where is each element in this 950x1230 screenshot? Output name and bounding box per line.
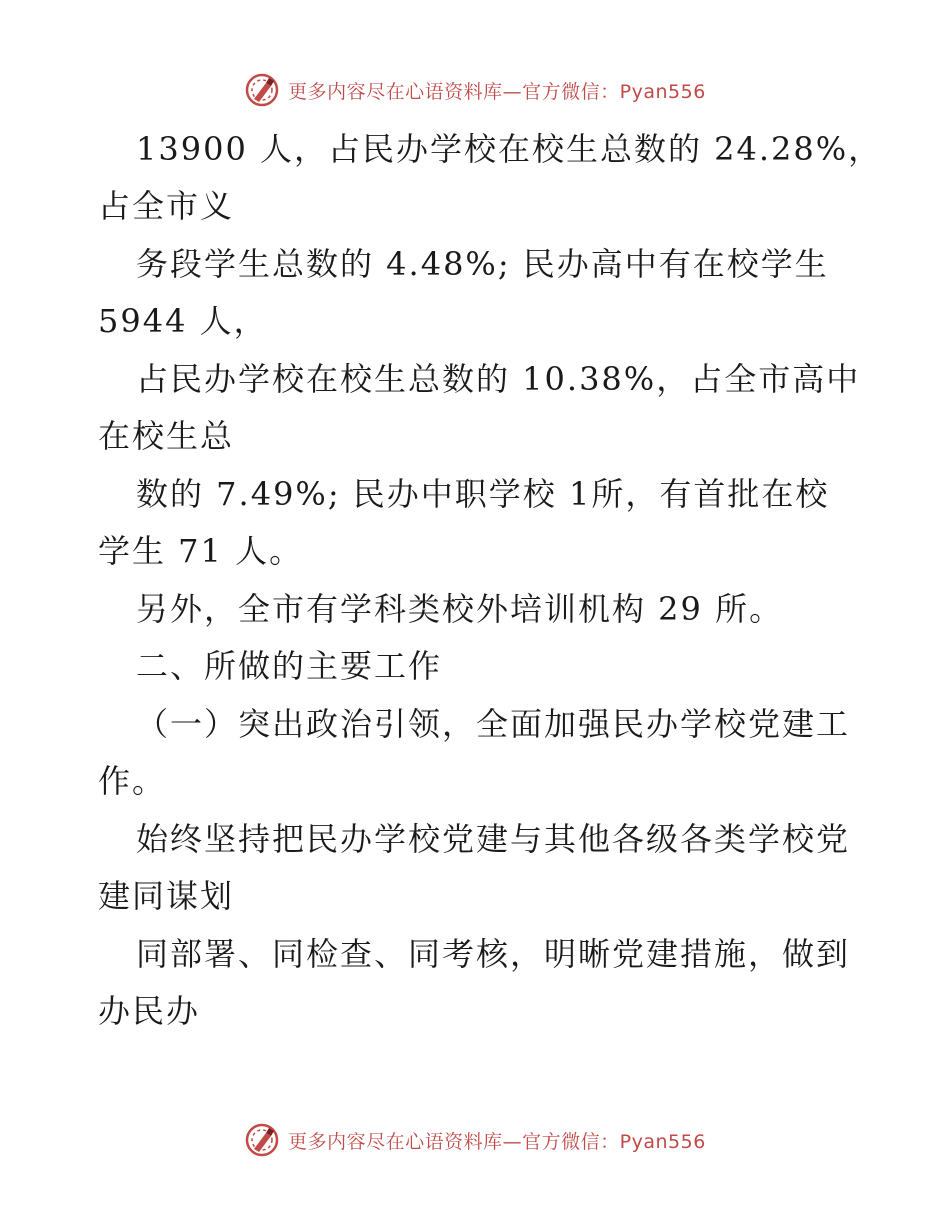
text-line: 在校生总 (98, 417, 235, 455)
watermark-text: 更多内容尽在心语资料库—官方微信：Pyan556 (288, 1130, 706, 1153)
text-line: 同部署、同检查、同考核，明晰党建措施，做到 (136, 935, 851, 973)
watermark-account: Pyan556 (619, 80, 706, 103)
text-line: 作。 (98, 762, 167, 800)
text-line: 占全市义 (98, 187, 235, 225)
watermark-account: Pyan556 (619, 1130, 706, 1153)
text-line: 数的 7.49%; 民办中职学校 1所，有首批在校 (136, 475, 830, 513)
section-heading: 二、所做的主要工作 (136, 647, 443, 685)
text-line: 5944 人， (98, 302, 268, 340)
pen-nib-circle-icon (244, 1122, 280, 1158)
header-watermark (0, 70, 950, 110)
text-line: 办民办 (98, 992, 201, 1030)
watermark-text: 更多内容尽在心语资料库—官方微信：Pyan556 (288, 80, 706, 103)
pen-nib-circle-icon (244, 72, 280, 108)
text-line: 占民办学校在校生总数的 10.38%，占全市高中 (136, 360, 861, 398)
subsection-heading: （一）突出政治引领，全面加强民办学校党建工 (136, 705, 851, 743)
text-line: 始终坚持把民办学校党建与其他各级各类学校党 (136, 820, 851, 858)
text-line: 学生 71 人。 (98, 532, 304, 570)
text-line: 另外，全市有学科类校外培训机构 29 所。 (136, 590, 784, 628)
footer-watermark (0, 1120, 950, 1160)
text-line: 建同谋划 (98, 877, 235, 915)
text-line: 务段学生总数的 4.48%; 民办高中有在校学生 (136, 245, 829, 283)
text-line: 13900 人，占民办学校在校生总数的 24.28%， (136, 130, 883, 168)
